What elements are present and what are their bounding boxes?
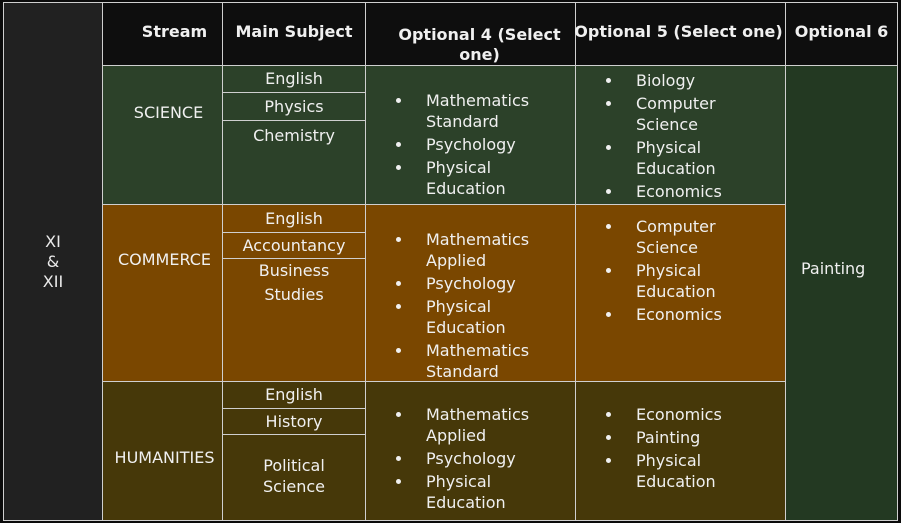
humanities-optional4 [365, 381, 576, 521]
list-item: Physical Education [366, 296, 575, 338]
science-subject-physics: Physics [222, 92, 366, 121]
science-subject-chemistry: Chemistry [222, 120, 366, 205]
humanities-subject-history: History [222, 408, 366, 435]
list-item: Economics [576, 404, 785, 425]
list-item: Mathematics Standard [366, 340, 575, 382]
header-optional4-line1: Optional 4 (Select [398, 25, 561, 44]
grade-and: & [46, 251, 60, 271]
stream-commerce [102, 204, 223, 382]
science-subject-english: English [222, 65, 366, 93]
header-stream [102, 2, 223, 66]
science-optional5 [575, 65, 786, 205]
list-item: Economics [576, 181, 785, 202]
list-item: Computer Science [576, 93, 785, 135]
science-optional4-list [366, 90, 575, 199]
header-main-subject [222, 2, 366, 66]
header-optional4-line2: one) [459, 45, 500, 64]
commerce-optional4-list [366, 229, 575, 382]
humanities-subject-english: English [222, 381, 366, 409]
header-stream-label: Stream [141, 22, 208, 41]
humanities-subject-political-science: Political Science [222, 434, 366, 521]
list-item: Physical Education [576, 137, 785, 179]
list-item: Physical Education [576, 450, 785, 492]
header-optional6 [785, 2, 898, 66]
stream-commerce-label: COMMERCE [117, 249, 212, 269]
list-item: Psychology [366, 134, 575, 155]
commerce-subject-accountancy: Accountancy [222, 232, 366, 259]
optional6-cell [785, 65, 898, 521]
commerce-optional4 [365, 204, 576, 382]
stream-science-label: SCIENCE [133, 102, 204, 122]
list-item: Mathematics Applied [366, 229, 575, 271]
list-item: Mathematics Applied [366, 404, 575, 446]
list-item: Physical Education [576, 260, 785, 302]
grade-cell [3, 2, 103, 521]
commerce-subject-english: English [222, 204, 366, 233]
science-optional5-list [576, 70, 785, 202]
humanities-optional4-list [366, 404, 575, 513]
commerce-optional5 [575, 204, 786, 382]
stream-humanities-label: HUMANITIES [114, 447, 215, 467]
stream-science [102, 65, 223, 205]
list-item: Economics [576, 304, 785, 325]
list-item: Biology [576, 70, 785, 91]
header-optional4 [365, 2, 576, 66]
humanities-optional5-list [576, 404, 785, 492]
header-optional5-label: Optional 5 (Select one) [574, 22, 783, 41]
commerce-optional5-list [576, 216, 785, 325]
list-item: Physical Education [366, 471, 575, 513]
grade-xi: XI [45, 231, 61, 251]
optional6-value: Painting [801, 259, 866, 278]
commerce-subject-business-studies: Business Studies [222, 258, 366, 382]
header-main-subject-label: Main Subject [235, 22, 353, 41]
list-item: Physical Education [366, 157, 575, 199]
science-optional4 [365, 65, 576, 205]
list-item: Mathematics Standard [366, 90, 575, 132]
header-optional5 [575, 2, 786, 66]
header-optional6-label: Optional 6 [794, 22, 889, 41]
list-item: Painting [576, 427, 785, 448]
stream-humanities [102, 381, 223, 521]
list-item: Psychology [366, 448, 575, 469]
list-item: Computer Science [576, 216, 785, 258]
humanities-optional5 [575, 381, 786, 521]
list-item: Psychology [366, 273, 575, 294]
grade-xii: XII [42, 271, 64, 291]
